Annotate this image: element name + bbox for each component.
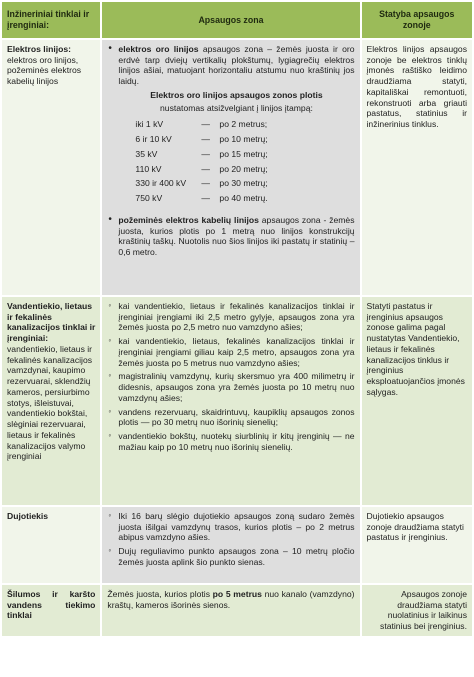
voltage-table-subtitle: nustatomas atsižvelgiant į linijos įtampą: — [160, 102, 313, 113]
network-cell — [2, 40, 100, 295]
voltage-row: 750 kV — po 40 metrų. — [135, 193, 268, 204]
zone-cell: Žemės juosta, kurios plotis po 5 metrus nuo kanalo (vamzdyno) kraštų, kameros išorinės sienos. — [102, 585, 359, 636]
table-header-row — [2, 2, 472, 38]
zone-item: ◦ Dujų reguliavimo punkto apsaugos zona – 10 metrų pločio žemės juosta aplink šio punkto sienas. — [118, 546, 354, 567]
zone-item: ◦ vandens rezervuarų, skaidrintuvų, kaupiklių apsaugos zonos plotis — po 30 metrų nuo išorinių sienelių; — [118, 407, 354, 428]
zone-item: ◦ kai vandentiekio, lietaus ir fekalinės kanalizacijos tinklai ir įrenginiai įrengiami iki 2,5 metro gylyje, apsaugos zona yra žemės juosta po 2,5 metro nuo vamzdyno ašies; — [118, 301, 354, 333]
network-title: Vandentiekio, lietaus ir fekalinės kanalizacijos tinklai ir įrenginiai: — [7, 301, 96, 344]
construction-cell: Elektros linijos apsaugos zonoje be elektros tinklų įmonės raštiško leidimo draudžiama statyti, kapitališkai remontuoti, rekonstruoti arba griauti pastatus, statinius ir inžinerinius tinklus. — [362, 40, 472, 295]
zone-cell — [102, 297, 359, 505]
voltage-row: 110 kV — po 20 metrų; — [135, 163, 268, 174]
voltage-row: 35 kV — po 15 metrų; — [135, 148, 268, 159]
network-cell — [2, 585, 100, 636]
network-title: Elektros linijos: — [7, 44, 71, 54]
construction-cell: Apsaugos zonoje draudžiama statyti nuolatinius ir laikinus statinius bei įrenginius. — [362, 585, 472, 636]
network-title: Dujotiekis — [7, 511, 49, 521]
header-protection-zone: Apsaugos zona — [102, 2, 359, 38]
table-row-heating — [2, 585, 472, 636]
zone-cell — [102, 40, 359, 295]
construction-cell: Statyti pastatus ir įrenginius apsaugos zonose galima pagal nustatytas Vandentiekio, lietaus ir fekalinės kanalizacijos tinklus ir įrenginius eksploatuojančios įmonės sąlygas. — [362, 297, 472, 505]
zone-item: • elektros oro linijos apsaugos zona – žemės juosta ir oro erdvė tarp dviejų vertikalių plokštumų, lygiagrečių elektros linijos ašiai, matuojant horizontaliu atstumu nuo kraštinių jos laidų. Elektros oro linijos apsaugos zonos plotis nustatomas atsižvelgiant į linijos įtampą: iki 1 kV — po 2 metrus; 6 ir 10 kV — po 10 metrų; 35 kV — po 15 metrų; 110 kV — po 20 metrų; 330 ir 400 kV — po 30 metrų; 750 kV — po 40 metrų. — [118, 44, 354, 212]
network-description: elektros oro linijos, požeminės elektros kabelių linijos — [7, 54, 82, 87]
voltage-table — [132, 117, 302, 205]
table-row-water — [2, 297, 472, 505]
network-cell — [2, 297, 100, 505]
zone-cell — [102, 507, 359, 583]
voltage-row: iki 1 kV — po 2 metrus; — [135, 119, 268, 130]
zone-item: ◦ vandentiekio bokštų, nuotekų siurblinių ir kitų įrenginių — ne mažiau kaip po 10 metrų nuo išorinių sienelių. — [118, 431, 354, 452]
zone-item: ◦ Iki 16 barų slėgio dujotiekio apsaugos zoną sudaro žemės juosta išilgai vamzdynų trasos, kurios plotis – po 2 metrus abipus vamzdyno ašies. — [118, 511, 354, 543]
voltage-row: 330 ir 400 kV — po 30 metrų; — [135, 178, 268, 189]
construction-cell: Dujotiekio apsaugos zonoje draudžiama statyti pastatus ir įrenginius. — [362, 507, 472, 583]
voltage-row: 6 ir 10 kV — po 10 metrų; — [135, 134, 268, 145]
network-title: Šilumos ir karšto vandens tiekimo tinklai — [7, 589, 96, 621]
zone-item: • požeminės elektros kabelių linijos apsaugos zona - žemės juosta, kurios plotis po 1 metrą nuo linijos konstrukcijų kraštinių taškų. Nuotolis nuo šios linijos iki pastatų ir statinių – 0,6 metro. — [118, 215, 354, 258]
table-row-gas — [2, 507, 472, 583]
table-row-electricity — [2, 40, 472, 295]
header-networks: Inžineriniai tinklai ir įrenginiai: — [2, 2, 100, 38]
network-description: vandentiekio, lietaus ir fekalinės kanalizacijos vamzdynai, kaupimo rezervuarai, sklendžių kameros, persiurbimo stotys, išleistuvai, vandentiekio bokštai, slėginiai rezervuarai, lietaus ir fekalinės kanalizacijos valymo įrenginiai — [7, 343, 93, 462]
voltage-table-title: Elektros oro linijos apsaugos zonos plotis — [150, 89, 323, 100]
network-cell — [2, 507, 100, 583]
header-construction: Statyba apsaugos zonoje — [362, 2, 472, 38]
zone-item: ◦ kai vandentiekio, lietaus, fekalinės kanalizacijos tinklai ir įrenginiai įrengiami giliau kaip 2,5 metro, apsaugos zona yra žemės juosta po 5 metrus nuo vamzdyno ašies; — [118, 336, 354, 368]
zone-item: ◦ magistralinių vamzdynų, kurių skersmuo yra 400 milimetrų ir didesnis, apsaugos zona yra žemės juosta po 10 metrų nuo vamzdynų ašies; — [118, 371, 354, 403]
